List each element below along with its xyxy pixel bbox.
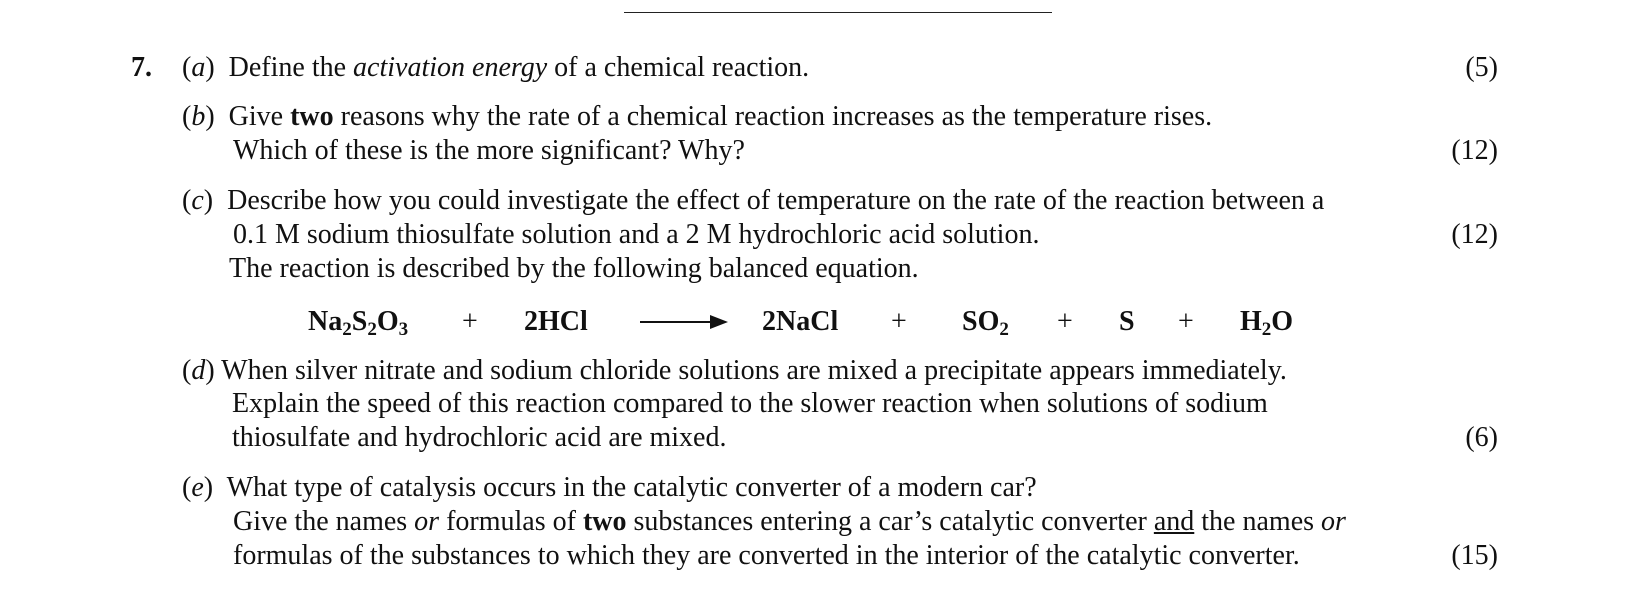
part-a-marks: (5) xyxy=(1465,52,1498,83)
part-e-marks: (15) xyxy=(1451,540,1498,571)
part-e-label: (e) xyxy=(182,472,214,503)
question-number: 7. xyxy=(131,52,152,83)
part-c-text1: Describe how you could investigate the effect of temperature on the rate of the reaction between a xyxy=(227,185,1325,216)
equation-plus-3: + xyxy=(1057,306,1073,337)
part-d-text1: When silver nitrate and sodium chloride solutions are mixed a precipitate appears immediately. xyxy=(214,355,1287,386)
part-a-label: (a) xyxy=(182,52,215,83)
part-c-marks: (12) xyxy=(1451,219,1498,250)
part-c-label: (c) xyxy=(182,185,214,216)
equation-reactant-hcl: 2HCl xyxy=(524,306,588,337)
part-b-marks: (12) xyxy=(1451,135,1498,166)
part-d-label: (d) xyxy=(182,355,215,386)
part-d-line1 xyxy=(182,354,1287,388)
equation-product-nacl: 2NaCl xyxy=(762,306,839,337)
equation-product-s: S xyxy=(1119,306,1135,337)
part-a-line xyxy=(182,51,809,85)
equation-plus-1: + xyxy=(462,306,478,337)
part-b-text1: Give two reasons why the rate of a chemical reaction increases as the temperature rises. xyxy=(228,101,1213,132)
right-arrow-icon xyxy=(638,310,730,334)
part-d-line3: thiosulfate and hydrochloric acid are mixed. xyxy=(232,422,727,453)
equation-product-so2: $SO_2$ xyxy=(962,306,1009,340)
header-rule xyxy=(624,12,1052,13)
part-d-line2: Explain the speed of this reaction compared to the slower reaction when solutions of sodium xyxy=(232,388,1268,419)
part-e-line2: Give the names or formulas of two substances entering a car’s catalytic converter and the names or xyxy=(233,506,1346,537)
part-e-text1: What type of catalysis occurs in the catalytic converter of a modern car? xyxy=(226,472,1037,503)
equation-plus-2: + xyxy=(891,306,907,337)
part-a-text: Define the activation energy of a chemical reaction. xyxy=(228,52,810,83)
part-d-marks: (6) xyxy=(1465,422,1498,453)
part-c-line2: 0.1 M sodium thiosulfate solution and a 2 M hydrochloric acid solution. xyxy=(233,219,1040,250)
equation-plus-4: + xyxy=(1178,306,1194,337)
part-b-line1 xyxy=(182,100,1212,134)
part-e-line3: formulas of the substances to which they are converted in the interior of the catalytic converter. xyxy=(233,540,1300,571)
equation-reactant-thiosulfate: $Na_2S_2O_3$ xyxy=(308,306,409,340)
part-c-line3: The reaction is described by the following balanced equation. xyxy=(229,253,919,284)
part-b-label: (b) xyxy=(182,101,215,132)
equation-product-water: $H_2O$ xyxy=(1240,306,1294,340)
part-e-line1 xyxy=(182,471,1037,505)
part-c-line1 xyxy=(182,184,1324,218)
part-b-line2: Which of these is the more significant? Why? xyxy=(233,135,745,166)
